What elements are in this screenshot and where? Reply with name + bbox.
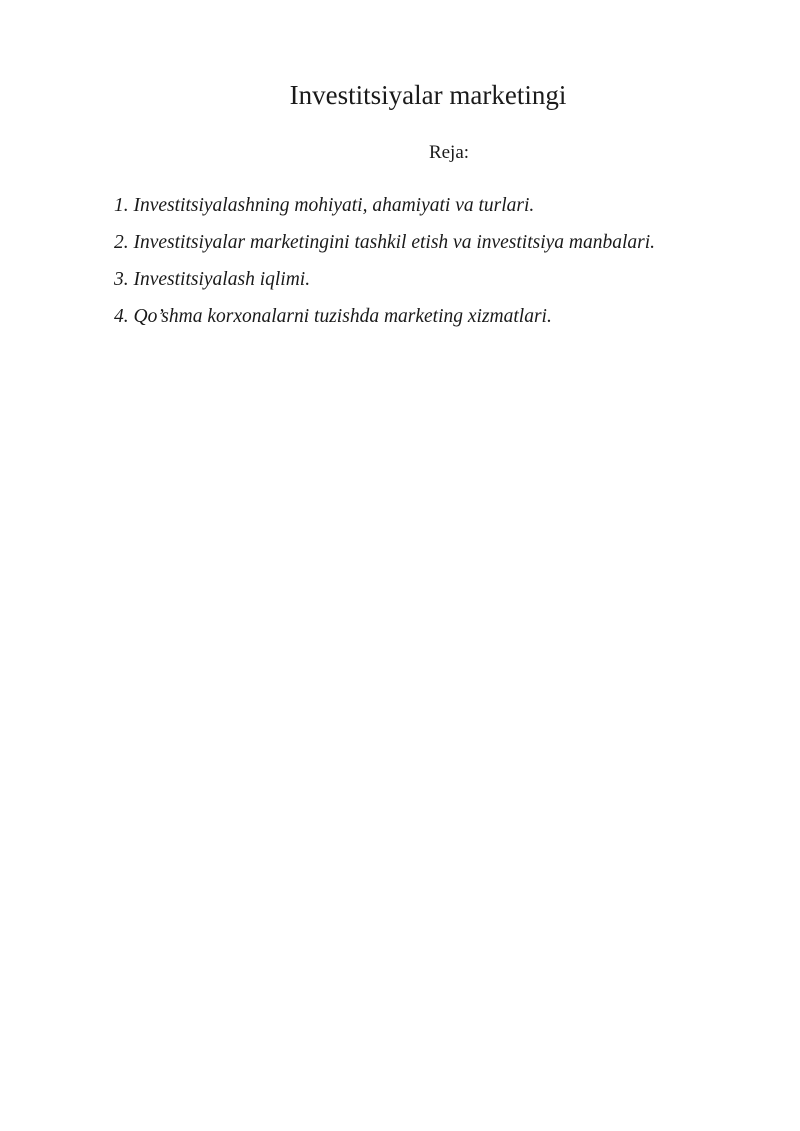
- plan-list: [114, 194, 754, 342]
- page-title: Investitsiyalar marketingi: [289, 80, 567, 110]
- plan-item-4: 4. Qo’shma korxonalarni tuzishda marketing xizmatlari.: [114, 306, 552, 327]
- plan-heading: Reja:: [428, 142, 470, 163]
- plan-item-1: 1. Investitsiyalashning mohiyati, ahamiyati va turlari.: [114, 195, 535, 216]
- plan-item-3: 3. Investitsiyalash iqlimi.: [114, 269, 311, 290]
- plan-item-2: 2. Investitsiyalar marketingini tashkil etish va investitsiya manbalari.: [114, 232, 656, 253]
